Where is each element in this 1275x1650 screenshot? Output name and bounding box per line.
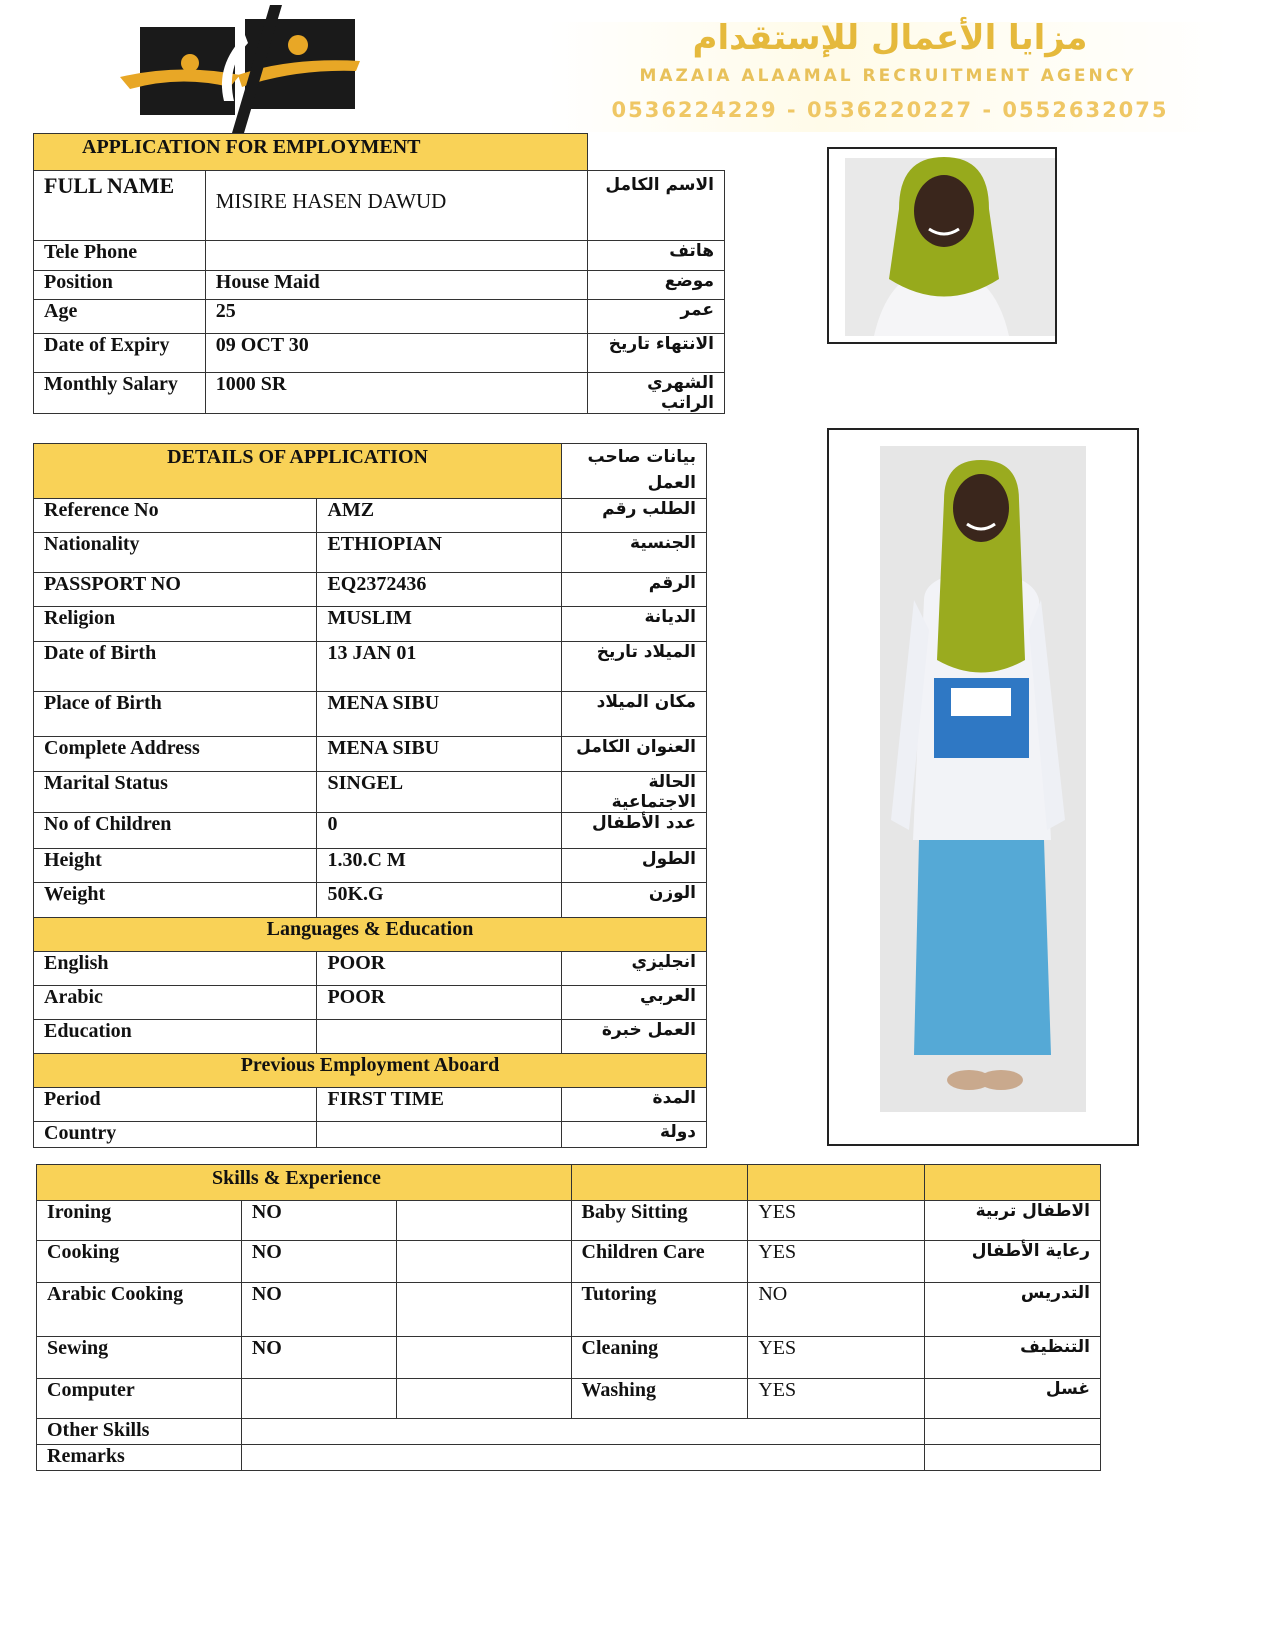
full-name-value: MISIRE HASEN DAWUD bbox=[205, 171, 587, 241]
skill-washing-arabic: غسل bbox=[925, 1379, 1101, 1419]
details-row bbox=[34, 813, 707, 849]
employment-row bbox=[34, 241, 725, 271]
details-row bbox=[34, 883, 707, 918]
full-name-label: FULL NAME bbox=[34, 171, 206, 241]
details-title: DETAILS OF APPLICATION bbox=[34, 444, 562, 499]
weight-label: Weight bbox=[34, 883, 317, 918]
skill-tutoring-value: NO bbox=[748, 1283, 925, 1337]
country-arabic: دولة bbox=[562, 1122, 707, 1148]
employment-row bbox=[34, 373, 725, 414]
employment-row bbox=[34, 334, 725, 373]
marital-label: Marital Status bbox=[34, 772, 317, 813]
skill-children-care-arabic: رعاية الأطفال bbox=[925, 1241, 1101, 1283]
other-skills-label: Other Skills bbox=[37, 1419, 242, 1445]
telephone-label: Tele Phone bbox=[34, 241, 206, 271]
full-name-arabic: الاسم الكامل bbox=[588, 171, 725, 241]
telephone-value bbox=[205, 241, 587, 271]
remarks-row bbox=[37, 1445, 1101, 1471]
details-row bbox=[34, 737, 707, 772]
brand-name-arabic: مزايا الأعمال للإستقدام bbox=[692, 18, 1088, 58]
previous-header-row bbox=[34, 1054, 707, 1088]
skill-sewing-value: NO bbox=[241, 1337, 396, 1379]
passport-arabic: الرقم bbox=[562, 573, 707, 607]
arabic-value: POOR bbox=[317, 986, 562, 1020]
skill-row bbox=[37, 1241, 1101, 1283]
position-label: Position bbox=[34, 271, 206, 300]
expiry-label: Date of Expiry bbox=[34, 334, 206, 373]
portrait-image bbox=[829, 149, 1055, 342]
telephone-arabic: هاتف bbox=[588, 241, 725, 271]
period-value: FIRST TIME bbox=[317, 1088, 562, 1122]
skill-row bbox=[37, 1283, 1101, 1337]
agency-logo bbox=[120, 5, 365, 133]
details-table bbox=[33, 443, 707, 1148]
skill-row bbox=[37, 1337, 1101, 1379]
english-value: POOR bbox=[317, 952, 562, 986]
passport-value: EQ2372436 bbox=[317, 573, 562, 607]
english-label: English bbox=[34, 952, 317, 986]
other-skills-row bbox=[37, 1419, 1101, 1445]
birth-place-label: Place of Birth bbox=[34, 692, 317, 737]
skills-title: Skills & Experience bbox=[37, 1165, 572, 1201]
skill-baby-sitting-arabic: الاطفال تربية bbox=[925, 1201, 1101, 1241]
height-arabic: الطول bbox=[562, 849, 707, 883]
education-value bbox=[317, 1020, 562, 1054]
children-value: 0 bbox=[317, 813, 562, 849]
weight-arabic: الوزن bbox=[562, 883, 707, 918]
details-row bbox=[34, 533, 707, 573]
height-label: Height bbox=[34, 849, 317, 883]
skill-children-care-value: YES bbox=[748, 1241, 925, 1283]
position-arabic: موضع bbox=[588, 271, 725, 300]
full-body-image bbox=[829, 430, 1137, 1144]
birth-date-arabic: الميلاد تاريخ bbox=[562, 642, 707, 692]
period-label: Period bbox=[34, 1088, 317, 1122]
country-value bbox=[317, 1122, 562, 1148]
employment-row bbox=[34, 171, 725, 241]
birth-date-value: 13 JAN 01 bbox=[317, 642, 562, 692]
weight-value: 50K.G bbox=[317, 883, 562, 918]
birth-place-arabic: مكان الميلاد bbox=[562, 692, 707, 737]
religion-arabic: الديانة bbox=[562, 607, 707, 642]
expiry-value: 09 OCT 30 bbox=[205, 334, 587, 373]
birth-place-value: MENA SIBU bbox=[317, 692, 562, 737]
employment-row bbox=[34, 271, 725, 300]
salary-label: Monthly Salary bbox=[34, 373, 206, 414]
skill-ironing-value: NO bbox=[241, 1201, 396, 1241]
skill-cooking-value: NO bbox=[241, 1241, 396, 1283]
passport-photo bbox=[827, 147, 1057, 344]
education-label: Education bbox=[34, 1020, 317, 1054]
skill-arabic-cooking-label: Arabic Cooking bbox=[37, 1283, 242, 1337]
previous-row bbox=[34, 1088, 707, 1122]
skill-sewing-label: Sewing bbox=[37, 1337, 242, 1379]
skill-baby-sitting-label: Baby Sitting bbox=[571, 1201, 748, 1241]
height-value: 1.30.C M bbox=[317, 849, 562, 883]
address-arabic: العنوان الكامل bbox=[562, 737, 707, 772]
expiry-arabic: الانتهاء تاريخ bbox=[588, 334, 725, 373]
language-row bbox=[34, 1020, 707, 1054]
reference-value: AMZ bbox=[317, 499, 562, 533]
language-row bbox=[34, 986, 707, 1020]
details-row bbox=[34, 692, 707, 737]
employment-table bbox=[33, 133, 725, 414]
skill-row bbox=[37, 1379, 1101, 1419]
country-label: Country bbox=[34, 1122, 317, 1148]
details-title-arabic: بيانات صاحب العمل bbox=[562, 444, 707, 499]
age-value: 25 bbox=[205, 300, 587, 334]
skill-children-care-label: Children Care bbox=[571, 1241, 748, 1283]
children-arabic: عدد الأطفال bbox=[562, 813, 707, 849]
languages-header-row bbox=[34, 918, 707, 952]
skill-tutoring-label: Tutoring bbox=[571, 1283, 748, 1337]
nationality-arabic: الجنسية bbox=[562, 533, 707, 573]
reference-arabic: الطلب رقم bbox=[562, 499, 707, 533]
details-row bbox=[34, 607, 707, 642]
reference-label: Reference No bbox=[34, 499, 317, 533]
passport-label: PASSPORT NO bbox=[34, 573, 317, 607]
details-row bbox=[34, 642, 707, 692]
marital-value: SINGEL bbox=[317, 772, 562, 813]
religion-value: MUSLIM bbox=[317, 607, 562, 642]
education-arabic: العمل خبرة bbox=[562, 1020, 707, 1054]
previous-row bbox=[34, 1122, 707, 1148]
skills-table bbox=[36, 1164, 1101, 1471]
salary-arabic: الشهري الراتب bbox=[588, 373, 725, 414]
skill-cooking-label: Cooking bbox=[37, 1241, 242, 1283]
employment-header-row bbox=[34, 134, 725, 171]
full-body-photo bbox=[827, 428, 1139, 1146]
address-label: Complete Address bbox=[34, 737, 317, 772]
arabic-arabic: العربي bbox=[562, 986, 707, 1020]
language-row bbox=[34, 952, 707, 986]
skill-baby-sitting-value: YES bbox=[748, 1201, 925, 1241]
skill-ironing-label: Ironing bbox=[37, 1201, 242, 1241]
brand-phone-numbers: 0536224229 - 0536220227 - 0552632075 bbox=[611, 98, 1169, 122]
marital-arabic: الحالة الاجتماعية bbox=[562, 772, 707, 813]
details-header-row bbox=[34, 444, 707, 499]
period-arabic: المدة bbox=[562, 1088, 707, 1122]
skill-washing-label: Washing bbox=[571, 1379, 748, 1419]
details-row bbox=[34, 573, 707, 607]
skill-computer-value bbox=[241, 1379, 396, 1419]
brand-name-english: MAZAIA ALAAMAL RECRUITMENT AGENCY bbox=[639, 66, 1137, 86]
age-arabic: عمر bbox=[588, 300, 725, 334]
previous-title: Previous Employment Aboard bbox=[34, 1054, 707, 1088]
details-row bbox=[34, 499, 707, 533]
nationality-label: Nationality bbox=[34, 533, 317, 573]
salary-value: 1000 SR bbox=[205, 373, 587, 414]
birth-date-label: Date of Birth bbox=[34, 642, 317, 692]
position-value: House Maid bbox=[205, 271, 587, 300]
skill-cleaning-arabic: التنظيف bbox=[925, 1337, 1101, 1379]
skill-arabic-cooking-value: NO bbox=[241, 1283, 396, 1337]
languages-title: Languages & Education bbox=[34, 918, 707, 952]
religion-label: Religion bbox=[34, 607, 317, 642]
age-label: Age bbox=[34, 300, 206, 334]
remarks-label: Remarks bbox=[37, 1445, 242, 1471]
nationality-value: ETHIOPIAN bbox=[317, 533, 562, 573]
skill-washing-value: YES bbox=[748, 1379, 925, 1419]
skill-tutoring-arabic: التدريس bbox=[925, 1283, 1101, 1337]
children-label: No of Children bbox=[34, 813, 317, 849]
employment-row bbox=[34, 300, 725, 334]
details-row bbox=[34, 849, 707, 883]
skill-row bbox=[37, 1201, 1101, 1241]
employment-title: APPLICATION FOR EMPLOYMENT bbox=[34, 134, 588, 171]
skill-cleaning-value: YES bbox=[748, 1337, 925, 1379]
details-row bbox=[34, 772, 707, 813]
address-value: MENA SIBU bbox=[317, 737, 562, 772]
skill-computer-label: Computer bbox=[37, 1379, 242, 1419]
arabic-label: Arabic bbox=[34, 986, 317, 1020]
skill-cleaning-label: Cleaning bbox=[571, 1337, 748, 1379]
skills-header-row bbox=[37, 1165, 1101, 1201]
english-arabic: انجليزي bbox=[562, 952, 707, 986]
